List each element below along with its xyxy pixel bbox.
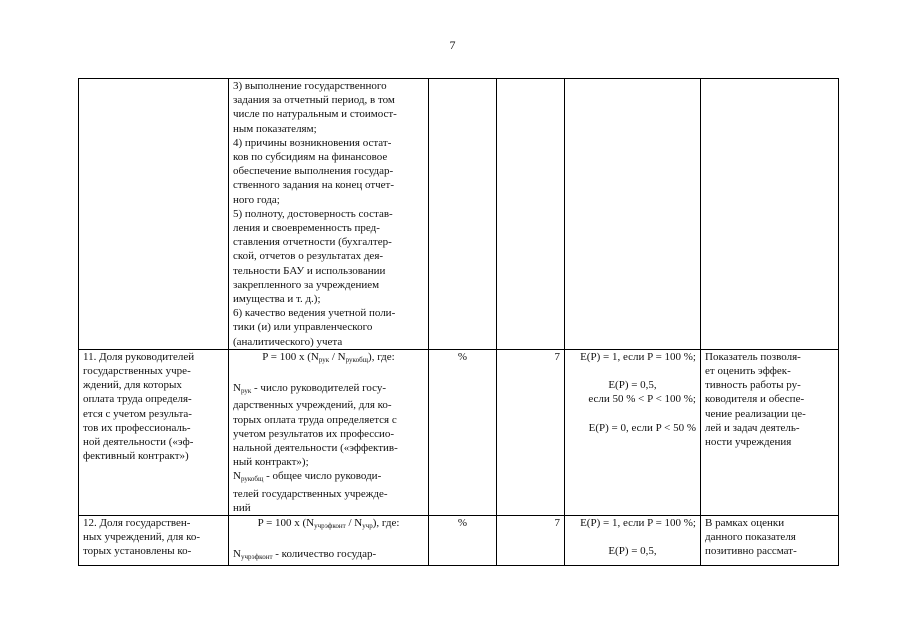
description-line: задания за отчетный период, в том [233, 94, 395, 107]
symbol: N [233, 382, 241, 395]
comment-line: чение реализации це- [705, 407, 806, 420]
comment-line: данного показателя [705, 531, 796, 544]
formula [233, 516, 424, 533]
definition-line [233, 547, 424, 564]
definition-text: - количество государ- [272, 548, 377, 561]
comment-line: ководителя и обеспе- [705, 393, 805, 406]
formula-subscript: рук [318, 355, 330, 364]
indicator-name-line: ждений, для которых [83, 379, 182, 392]
indicator-name-line: тов их профессиональ- [83, 421, 191, 434]
definition-line: ный контракт»); [233, 456, 309, 469]
formula-subscript: учрэфконт [314, 522, 346, 531]
description-line: ской, отчетов о результатах дея- [233, 250, 384, 263]
criteria-cell [565, 349, 701, 515]
unit-cell [429, 516, 497, 566]
criterion-line: если 50 % < P < 100 %; [588, 393, 696, 406]
table-row-11 [79, 349, 839, 515]
description-line: 5) полноту, достоверность состав- [233, 207, 393, 220]
definition-line [233, 469, 424, 486]
description-line: 4) причины возникновения остат- [233, 136, 392, 149]
criteria-cell [565, 79, 701, 350]
formula-text: / N [329, 350, 346, 363]
definition-line: торых оплата труда определяется с [233, 413, 397, 426]
description-line: тельности БАУ и использовании [233, 264, 386, 277]
description-line: 6) качество ведения учетной поли- [233, 307, 396, 320]
symbol-subscript: рук [240, 387, 252, 396]
page-number: 7 [449, 38, 456, 52]
comment-line: позитивно рассмат- [705, 545, 797, 558]
indicator-name-line: 12. Доля государствен- [83, 517, 191, 530]
definition-line: ний [233, 501, 251, 514]
unit-cell [429, 79, 497, 350]
description-line: числе по натуральным и стоимост- [233, 108, 397, 121]
table-row-continued [79, 79, 839, 350]
criterion-line: E(P) = 1, если P = 100 %; [580, 350, 696, 363]
calculation-method-cell [229, 516, 429, 566]
indicator-name-cell [79, 79, 229, 350]
definition-text: - общее число руководи- [263, 470, 382, 483]
unit-value: % [457, 517, 468, 530]
indicator-name-line: 11. Доля руководителей [83, 350, 195, 363]
description-line: обеспечение выполнения государ- [233, 165, 394, 178]
formula-subscript: учр [362, 522, 373, 531]
description-line: имущества и т. д.); [233, 293, 321, 306]
comment-cell [701, 516, 839, 566]
unit-cell [429, 349, 497, 515]
indicator-name-cell [79, 516, 229, 566]
criteria-cell [565, 516, 701, 566]
weight-cell [497, 516, 565, 566]
symbol-subscript: учрэфконт [240, 553, 273, 562]
comment-cell [701, 79, 839, 350]
symbol-subscript: рукобщ [240, 475, 264, 484]
indicator-name-line: оплата труда определя- [83, 393, 192, 406]
indicator-name-line: фективный контракт») [83, 450, 189, 463]
formula-text: ), где: [368, 350, 395, 363]
comment-line: В рамках оценки [705, 517, 785, 530]
definition-line: телей государственных учрежде- [233, 487, 388, 500]
symbol: N [233, 548, 241, 561]
definition-line [233, 381, 424, 398]
formula-text: / N [345, 517, 363, 530]
formula-text: P = 100 x (N [262, 350, 319, 363]
description-line: тики (и) или управленческого [233, 321, 373, 334]
indicators-table [78, 78, 839, 566]
definition-line: нальной деятельности («эффектив- [233, 442, 398, 455]
table-row-12 [79, 516, 839, 566]
description-line: ставления отчетности (бухгалтер- [233, 236, 392, 249]
formula [233, 350, 424, 367]
description-line: (аналитического) учета [233, 335, 343, 348]
description-line: ков по субсидиям на финансовое [233, 151, 388, 164]
criterion-line: E(P) = 0, если P < 50 % [588, 421, 696, 434]
description-line: ления и своевременность пред- [233, 222, 380, 235]
indicator-name-cell [79, 349, 229, 515]
calculation-method-cell [229, 349, 429, 515]
description-line: ным показателям; [233, 122, 317, 135]
comment-line: тивность работы ру- [705, 379, 801, 392]
definition-text: - число руководителей госу- [251, 382, 387, 395]
weight-cell [497, 79, 565, 350]
comment-cell [701, 349, 839, 515]
criterion-line: E(P) = 0,5, [608, 545, 657, 558]
definition-line: дарственных учреждений, для ко- [233, 399, 392, 412]
unit-value: % [457, 350, 468, 363]
criterion-line: E(P) = 0,5, [608, 379, 657, 392]
weight-cell [497, 349, 565, 515]
calculation-method-cell [229, 79, 429, 350]
formula-subscript: рукобщ [345, 355, 369, 364]
indicator-name-line: ных учреждений, для ко- [83, 531, 201, 544]
description-line: закрепленного за учреждением [233, 278, 380, 291]
indicator-name-line: ной деятельности («эф- [83, 436, 194, 449]
indicator-name-line: торых установлены ко- [83, 545, 192, 558]
description-line: ного года; [233, 193, 280, 206]
description-line: ственного задания на конец отчет- [233, 179, 395, 192]
formula-text: ), где: [372, 517, 400, 530]
comment-line: ности учреждения [705, 436, 792, 449]
symbol: N [233, 470, 241, 483]
comment-line: Показатель позволя- [705, 350, 801, 363]
definition-line: учетом результатов их профессио- [233, 427, 395, 440]
description-line: 3) выполнение государственного [233, 80, 387, 92]
indicator-name-line: государственных учре- [83, 365, 191, 378]
weight-value: 7 [554, 350, 560, 363]
formula-text: P = 100 x (N [257, 517, 315, 530]
comment-line: лей и задач деятель- [705, 421, 800, 434]
criterion-line: E(P) = 1, если P = 100 %; [580, 517, 696, 530]
weight-value: 7 [554, 517, 560, 530]
indicator-name-line: ется с учетом результа- [83, 407, 192, 420]
comment-line: ет оценить эффек- [705, 365, 791, 378]
